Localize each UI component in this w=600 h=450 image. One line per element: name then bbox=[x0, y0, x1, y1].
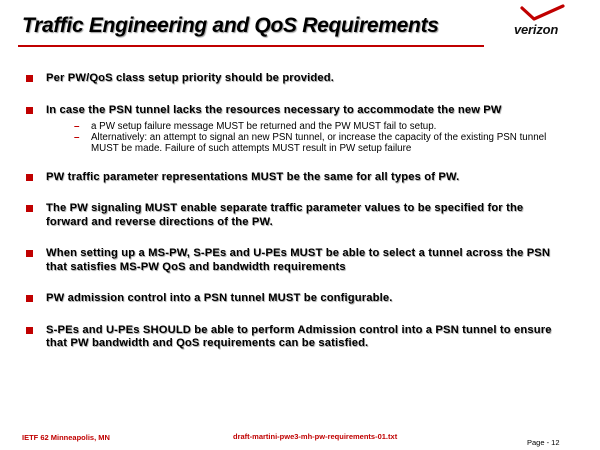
bullet-item bbox=[24, 247, 564, 274]
bullet-square-icon bbox=[26, 250, 33, 257]
sub-bullet-text: a PW setup failure message MUST be returned and the PW MUST fail to setup. bbox=[91, 121, 437, 132]
bullet-square-icon bbox=[26, 295, 33, 302]
slide-title: Traffic Engineering and QoS Requirements bbox=[22, 14, 439, 37]
sub-bullet-list bbox=[46, 121, 564, 155]
bullet-text: In case the PSN tunnel lacks the resources necessary to accommodate the new PW bbox=[46, 103, 502, 116]
title-underline bbox=[18, 45, 484, 47]
sub-bullet-text: Alternatively: an attempt to signal an new PSN tunnel, or increase the capacity of the existing PSN tunnel MUST be made. Failure of such attempts MUST result in PW setup failure bbox=[91, 132, 547, 155]
sub-bullet-item bbox=[74, 132, 564, 154]
bullet-square-icon bbox=[26, 205, 33, 212]
dash-icon: – bbox=[74, 121, 80, 132]
bullet-item bbox=[24, 292, 564, 306]
bullet-text: The PW signaling MUST enable separate traffic parameter values to be specified for the forward and reverse directions of the PW. bbox=[46, 202, 524, 228]
bullet-text: S-PEs and U-PEs SHOULD be able to perform Admission control into a PSN tunnel to ensure that PW bandwidth and QoS requirements can be satisfied. bbox=[46, 323, 552, 350]
bullet-item bbox=[24, 104, 564, 155]
footer-venue: IETF 62 Minneapolis, MN bbox=[22, 433, 110, 442]
bullet-item bbox=[24, 202, 564, 229]
bullet-item bbox=[24, 72, 564, 86]
bullet-text: PW traffic parameter representations MUST be the same for all types of PW. bbox=[46, 170, 460, 183]
bullet-square-icon bbox=[26, 327, 33, 334]
bullet-square-icon bbox=[26, 174, 33, 181]
footer-draft-name: draft-martini-pwe3-mh-pw-requirements-01.txt bbox=[233, 432, 398, 441]
bullet-square-icon bbox=[26, 107, 33, 114]
bullet-item bbox=[24, 324, 564, 351]
dash-icon: – bbox=[74, 132, 80, 144]
sub-bullet-item bbox=[74, 121, 564, 132]
bullet-list bbox=[24, 72, 564, 351]
bullet-text: When setting up a MS-PW, S-PEs and U-PEs MUST be able to select a tunnel across the PSN that satisfies MS-PW QoS and bandwidth requirements bbox=[46, 247, 551, 273]
bullet-item bbox=[24, 171, 564, 185]
verizon-logo bbox=[508, 4, 578, 44]
page-number: Page - 12 bbox=[527, 438, 560, 447]
bullet-text: PW admission control into a PSN tunnel MUST be configurable. bbox=[46, 292, 393, 305]
logo-text: verizon bbox=[514, 22, 559, 37]
bullet-text: Per PW/QoS class setup priority should be provided. bbox=[46, 72, 335, 84]
bullet-square-icon bbox=[26, 75, 33, 82]
